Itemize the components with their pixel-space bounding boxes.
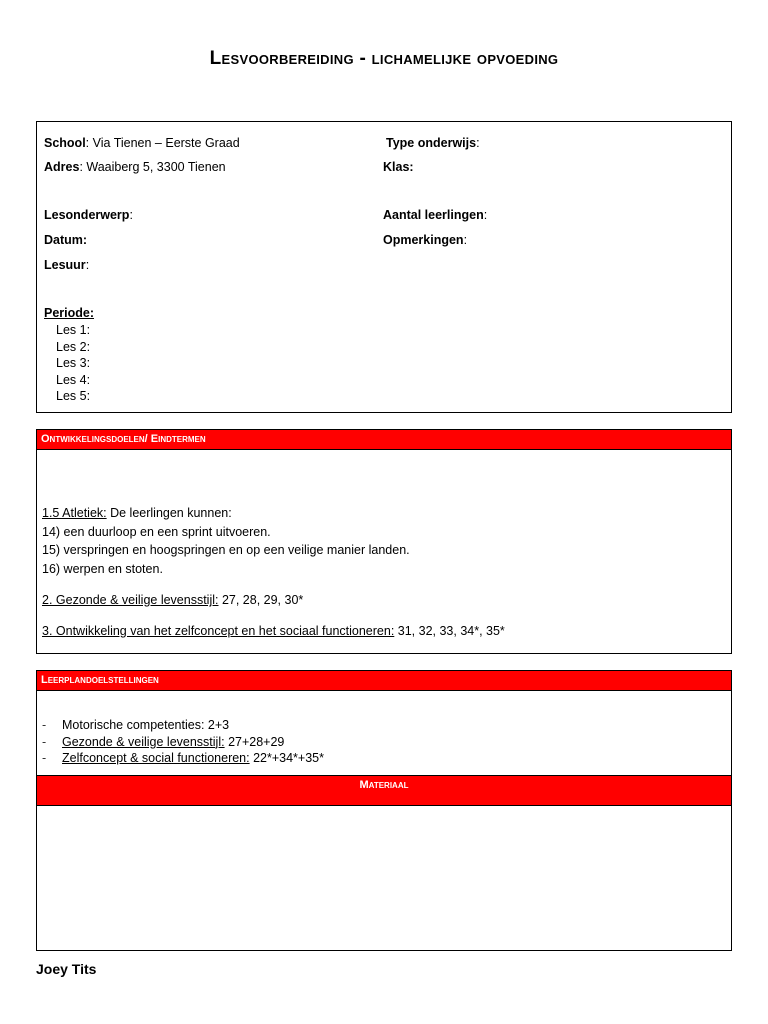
dash-bullet: - xyxy=(42,718,47,732)
leerplan-list xyxy=(42,717,324,767)
leerplan-item-label: Zelfconcept & social functioneren: xyxy=(62,751,250,765)
doel-item: 15) verspringen en hoogspringen en op een veilige manier landen. xyxy=(42,543,410,557)
periode-label: Periode: xyxy=(44,306,95,320)
gezond-line: 2. Gezonde & veilige levensstijl: 27, 28, 29, 30* xyxy=(42,593,304,607)
dash-bullet: - xyxy=(42,734,47,749)
author-name: Joey Tits xyxy=(36,961,97,977)
adres-field xyxy=(44,160,226,174)
les-item: Les 4: xyxy=(56,372,91,387)
materiaal-header: Materiaal xyxy=(36,775,732,806)
atletiek-line: 1.5 Atletiek: De leerlingen kunnen: xyxy=(42,506,232,520)
leerplan-header: Leerplandoelstellingen xyxy=(36,670,732,691)
lesuur-field: Lesuur: xyxy=(44,258,90,272)
leerplan-box xyxy=(36,690,732,776)
les-item: Les 5: xyxy=(56,389,91,403)
school-field xyxy=(44,136,240,150)
gezond-label: 2. Gezonde & veilige levensstijl: xyxy=(42,593,219,607)
les-item: Les 1: xyxy=(56,323,91,337)
lesuur-label: Lesuur xyxy=(44,258,86,272)
leerplan-item: - Gezonde & veilige levensstijl: 27+28+29 xyxy=(42,734,285,749)
les-item: Les 3: xyxy=(56,356,91,370)
lessen-list xyxy=(56,322,90,405)
zelfconcept-label: 3. Ontwikkeling van het zelfconcept en het sociaal functioneren: xyxy=(42,624,395,638)
leerplan-item: - Motorische competenties: 2+3 xyxy=(42,718,230,732)
info-box xyxy=(36,121,732,413)
opmerkingen-label: Opmerkingen xyxy=(383,233,464,247)
materiaal-box xyxy=(36,805,732,951)
type-onderwijs-field: Type onderwijs: xyxy=(386,136,480,150)
aantal-leerlingen-field: Aantal leerlingen: xyxy=(383,208,488,222)
zelfconcept-line: 3. Ontwikkeling van het zelfconcept en het sociaal functioneren: 31, 32, 33, 34*, 35* xyxy=(42,624,505,638)
atletiek-label: 1.5 Atletiek: xyxy=(42,506,107,520)
type-onderwijs-label: Type onderwijs xyxy=(386,136,477,150)
doelen-header: Ontwikkelingsdoelen/ Eindtermen xyxy=(36,429,732,450)
doel-item: 14) een duurloop en een sprint uitvoeren. xyxy=(42,525,271,539)
klas-label: Klas: xyxy=(383,160,414,174)
school-value: : Via Tienen – Eerste Graad xyxy=(85,136,240,150)
opmerkingen-field: Opmerkingen: xyxy=(383,233,468,247)
leerplan-item-label: Motorische competenties: xyxy=(62,718,205,732)
les-item: Les 2: xyxy=(56,339,91,354)
school-label: School xyxy=(44,136,86,150)
adres-label: Adres xyxy=(44,160,80,174)
page-title: Lesvoorbereiding - lichamelijke opvoeding xyxy=(209,48,559,69)
aantal-leerlingen-label: Aantal leerlingen xyxy=(383,208,484,222)
doelen-box xyxy=(36,449,732,654)
lesonderwerp-label: Lesonderwerp xyxy=(44,208,130,222)
lesonderwerp-field: Lesonderwerp: xyxy=(44,208,133,222)
leerplan-item-label: Gezonde & veilige levensstijl: xyxy=(62,734,225,749)
datum-label: Datum: xyxy=(44,233,88,247)
dash-bullet: - xyxy=(42,751,47,765)
adres-value: : Waaiberg 5, 3300 Tienen xyxy=(79,160,226,174)
doel-item: 16) werpen en stoten. xyxy=(42,562,163,576)
leerplan-item: - Zelfconcept & social functioneren: 22*+34*+35* xyxy=(42,751,324,765)
